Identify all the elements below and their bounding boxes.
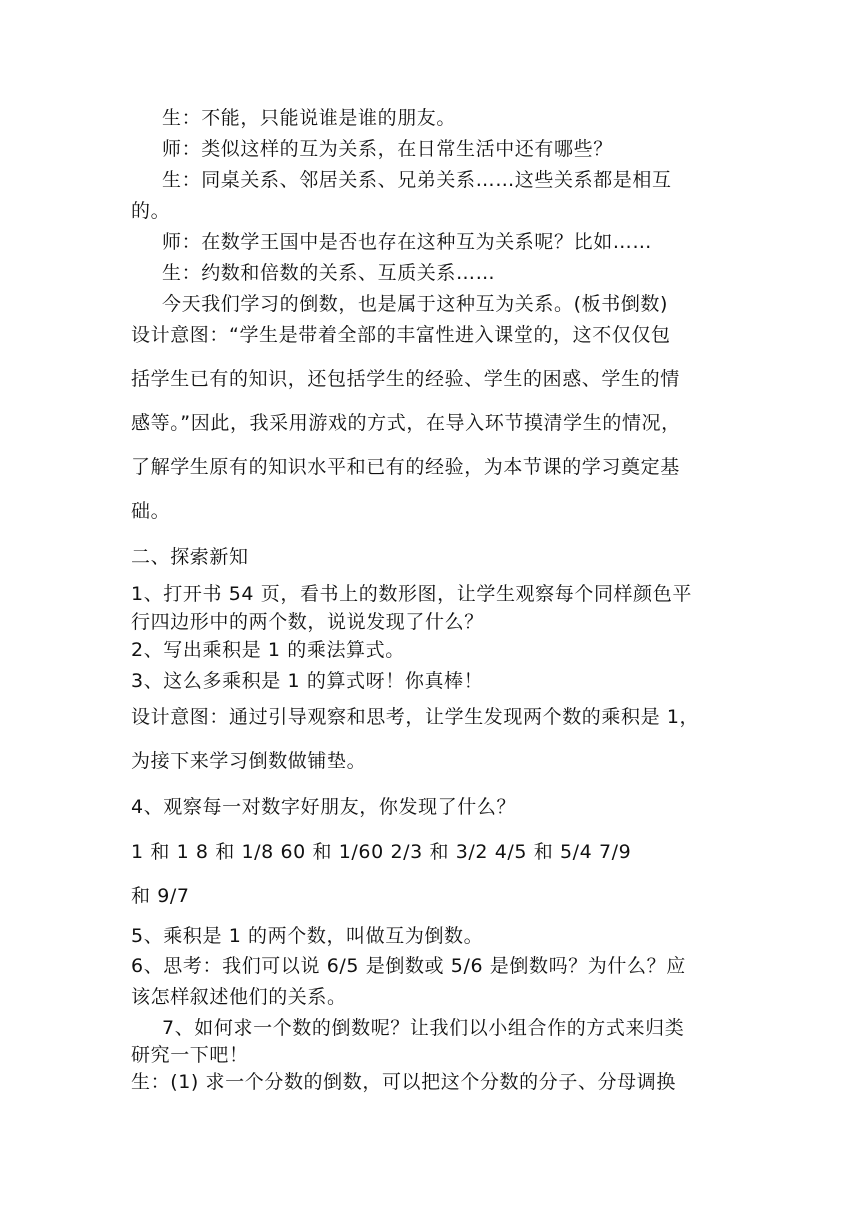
section-heading: 二、探索新知 — [131, 546, 249, 568]
step-4: 4、观察每一对数字好朋友，你发现了什么？ — [131, 796, 517, 818]
design-intent-1-line-5: 础。 — [131, 500, 171, 522]
step-7-line-2: 研究一下吧！ — [131, 1044, 249, 1066]
dialogue-line-student-2: 生：同桌关系、邻居关系、兄弟关系……这些关系都是相互 — [162, 169, 672, 191]
design-intent-1-line-1: 设计意图：“学生是带着全部的丰富性进入课堂的，这不仅仅包 — [131, 324, 671, 346]
design-intent-2-line-2: 为接下来学习倒数做铺垫。 — [131, 750, 367, 772]
step-5: 5、乘积是 1 的两个数，叫做互为倒数。 — [131, 925, 484, 947]
dialogue-line-student-2-cont: 的。 — [131, 200, 171, 222]
step-1-line-1: 1、打开书 54 页，看书上的数形图，让学生观察每个同样颜色平 — [131, 583, 692, 605]
step-7-line-1: 7、如何求一个数的倒数呢？让我们以小组合作的方式来归类 — [162, 1017, 685, 1039]
design-intent-1-line-3: 感等。”因此，我采用游戏的方式，在导入环节摸清学生的情况， — [131, 412, 681, 434]
step-3: 3、这么多乘积是 1 的算式呀！你真棒！ — [131, 670, 484, 692]
design-intent-1-line-4: 了解学生原有的知识水平和已有的经验，为本节课的学习奠定基 — [131, 456, 680, 478]
dialogue-line-student-1: 生：不能，只能说谁是谁的朋友。 — [162, 107, 457, 129]
number-pairs-line-1: 1 和 1 8 和 1/8 60 和 1/60 2/3 和 3/2 4/5 和 5/4 7/9 — [131, 841, 632, 863]
step-2: 2、写出乘积是 1 的乘法算式。 — [131, 639, 405, 661]
dialogue-line-teacher-1: 师：类似这样的互为关系，在日常生活中还有哪些？ — [162, 138, 613, 160]
step-1-line-2: 行四边形中的两个数，说说发现了什么？ — [131, 611, 484, 633]
step-6-line-2: 该怎样叙述他们的关系。 — [131, 986, 347, 1008]
dialogue-line-student-3: 生：约数和倍数的关系、互质关系…… — [162, 262, 496, 284]
paragraph-intro: 今天我们学习的倒数，也是属于这种互为关系。(板书倒数) — [162, 293, 669, 315]
number-pairs-line-2: 和 9/7 — [131, 885, 190, 907]
dialogue-line-teacher-2: 师：在数学王国中是否也存在这种互为关系呢？比如…… — [162, 231, 653, 253]
step-6-line-1: 6、思考：我们可以说 6/5 是倒数或 5/6 是倒数吗？为什么？应 — [131, 955, 686, 977]
design-intent-2-line-1: 设计意图：通过引导观察和思考，让学生发现两个数的乘积是 1， — [131, 706, 700, 728]
student-answer-line-1: 生：(1) 求一个分数的倒数，可以把这个分数的分子、分母调换 — [131, 1071, 676, 1093]
design-intent-1-line-2: 括学生已有的知识，还包括学生的经验、学生的困惑、学生的情 — [131, 368, 680, 390]
